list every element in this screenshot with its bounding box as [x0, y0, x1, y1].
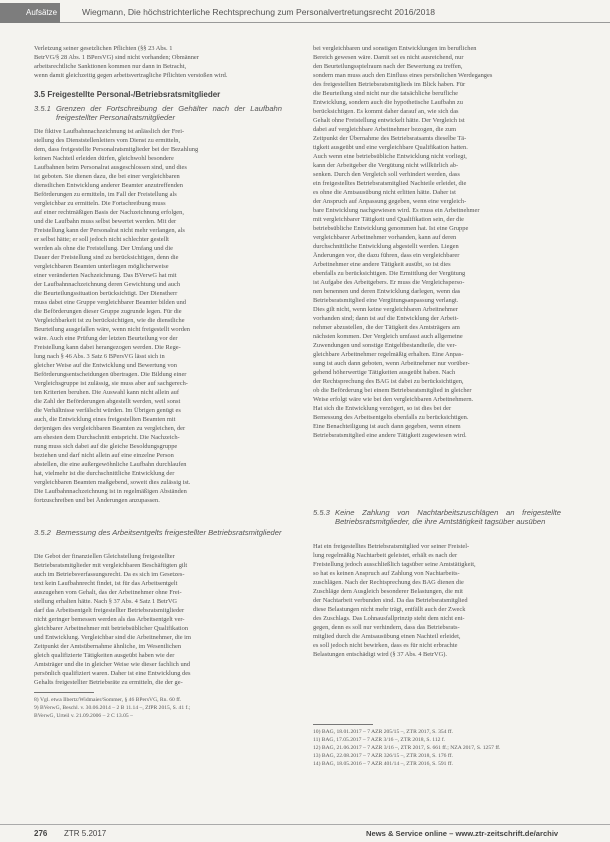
text-line: nicht geringer bemessen werden als das Arbeitsentgelt ver-: [34, 616, 185, 623]
text-line: so hat es keinen Anspruch auf Zahlung von Nachtarbeits-: [313, 570, 460, 577]
text-line: Vergleichbarkeit ist zu berücksichtigen, wie die dienstliche: [34, 317, 185, 324]
footer-rule: [0, 824, 610, 825]
text-line: abstellen, die eine außergewöhnliche Laufbahn durchlaufen: [34, 461, 187, 468]
text-line: Beförderungsentscheidungen übertragen. Die Bildung einer: [34, 371, 187, 378]
footnote-rule: [313, 724, 373, 725]
text-line: am ehesten dem Durchschnitt entspricht. Die Nachzeich-: [34, 434, 180, 441]
page-footer: [0, 824, 610, 842]
text-line: Zeitpunkt der Amtsübernahme ähnliche, im Wesentlichen: [34, 643, 182, 650]
text-line: vergleichbaren Beamten unterliegen möglicherweise: [34, 263, 169, 270]
text-line: nung muss sich dabei auf die gleiche Besoldungsgruppe: [34, 443, 178, 450]
text-line: kann der Arbeitgeber die Vergütung nicht willkürlich ab-: [313, 162, 459, 169]
text-line: text kein Laufbahnrecht findet, ist für das Arbeitsentgelt: [34, 580, 178, 587]
subsection-number: 3.5.1: [34, 104, 51, 113]
text-line: senken. Durch den Vergleich soll verhindert werden, dass: [313, 171, 460, 178]
text-line: stellung des Dienststellenleiters vom Dienst zu ermitteln,: [34, 137, 181, 144]
subsection-title: Bemessung des Arbeitsentgelts freigestellter Betriebsratsmitglieder: [56, 528, 282, 537]
body-paragraph: [34, 127, 284, 505]
text-line: derjenigen des vergleichbaren Beamten zu vergleichen, der: [34, 425, 186, 432]
footnote: 10) BAG, 18.01.2017 – 7 AZR 205/15 –, ZTR 2017, S. 354 ff.: [313, 729, 453, 735]
text-line: Laufbahnen beim Personalrat ausgeschlossen sind, und dies: [34, 164, 187, 171]
text-line: der Rechtsprechung des BAG ist dabei zu berücksichtigen,: [313, 378, 464, 385]
text-line: bare Entwicklung nachgewiesen wird. Es muss ein Arbeitnehmer: [313, 207, 480, 214]
footnote: 9) BVerwG, Beschl. v. 30.06.2014 – 2 B 11.14 –, ZfPR 2015, S. 41 f.;: [34, 705, 191, 711]
text-line: er selbst hätte; er soll jedoch nicht schlechter gestellt: [34, 236, 169, 243]
text-line: ist geboten. Sie dienen dazu, die bei einer vergleichbaren: [34, 173, 180, 180]
text-line: Hat ein freigestelltes Betriebsratsmitglied vor seiner Freistel-: [313, 543, 470, 550]
text-line: einer veränderten Nachzeichnung. Das BVerwG hat mit: [34, 272, 177, 279]
text-line: Eine Benachteiligung ist auch dann gegeben, wenn einem: [313, 423, 461, 430]
text-line: hat, vielmehr ist die durchschnittliche Entwicklung der: [34, 470, 175, 477]
text-line: Zuwendungen und sonstige Entgeltbestandteile, die ver-: [313, 342, 457, 349]
footnote: 11) BAG, 17.05.2017 – 7 AZR 3/16 –, ZTR 2018, S. 112 f.: [313, 737, 446, 743]
text-line: dem, dass freigestellte Personalratsmitglieder bei der Bezahlung: [34, 146, 199, 153]
text-line: auf einer rechtmäßigen Basis der Nachzeichnung erfolgen,: [34, 209, 184, 216]
text-line: die Beförderungen dieser Gruppe zugrunde legen. Für die: [34, 308, 182, 315]
text-line: Zeitpunkt der Übernahme des Betriebsratsamts dieselbe Tä-: [313, 135, 467, 142]
text-line: Die fiktive Laufbahnnachzeichnung ist anlässlich der Frei-: [34, 128, 185, 135]
text-line: gleichbarer Arbeitnehmer mit betriebsüblicher Qualifikation: [34, 625, 189, 632]
text-line: die Zahl der Beförderungen abgestellt werden, weil sonst: [34, 398, 181, 405]
text-line: Betriebsratsmitglieder mit vergleichbaren Beschäftigten gilt: [34, 562, 188, 569]
footnotes: [313, 728, 563, 768]
text-line: lung nach § 46 Abs. 3 Satz 6 BPersVG lässt sich in: [34, 353, 165, 360]
text-line: vergleichbaren Beamten maßgebend, soweit dies zulässig ist.: [34, 479, 191, 486]
text-line: Die Laufbahnnachzeichnung ist in regelmäßigen Abständen: [34, 488, 187, 495]
text-line: Arbeitnehmer eine andere Tätigkeit ausübt, so ist dies: [313, 261, 451, 268]
text-line: tigkeit ausgeübt und eine vergleichbare Qualifikation hatten.: [313, 144, 468, 151]
text-line: die Beurteilung sind nicht nur die tatsächliche berufliche: [313, 90, 458, 97]
page-number: 276: [34, 829, 48, 838]
text-line: auch, die Entwicklung eines freigestellten Beamten mit: [34, 416, 176, 423]
footnote: 8) Vgl. etwa Ilbertz/Widmaier/Sommer, § 46 BPersVG, Rn. 60 ff.: [34, 697, 182, 703]
body-paragraph: [313, 44, 563, 440]
text-line: Beurteilung ausgefallen wäre, wenn nicht freigestellt worden: [34, 326, 190, 333]
text-line: sung ist auch dann geboten, wenn Arbeitnehmer nur vorüber-: [313, 360, 470, 367]
text-line: stellung erhalten hätte. Nach § 37 Abs. 4 Satz 1 BetrVG: [34, 598, 178, 605]
text-line: auch im Betriebsverfassungsrecht. Da es sich im Gesetzes-: [34, 571, 185, 578]
footnote: 13) BAG, 22.08.2017 – 7 AZR 326/15 –, ZTR 2018, S. 176 ff.: [313, 753, 453, 759]
text-line: gehend höherwertige Tätigkeiten ausgeübt haben. Nach: [313, 369, 456, 376]
text-line: persönlich qualifiziert waren. Daher ist eine Entwicklung des: [34, 670, 191, 677]
text-line: wenn damit gleichzeitig gegen arbeitsvertragliche Pflichten verstoßen wird.: [34, 72, 228, 79]
text-line: Freistellung kann der Personalrat nicht mehr verlangen, als: [34, 227, 185, 234]
text-line: nen benennen und deren Entwicklung darlegen, wenn das: [313, 288, 461, 295]
subsection-number: 3.5.2: [34, 528, 51, 537]
text-line: ten Kriterien beruhen. Die Auswahl kann nicht allein auf: [34, 389, 179, 396]
text-line: Dies gilt nicht, wenn keine vergleichbaren Arbeitnehmer: [313, 306, 458, 313]
text-line: mitglied durch die Amtsausübung einen Nachteil erleidet,: [313, 633, 461, 640]
intro-paragraph: [34, 44, 284, 80]
text-line: Auch wenn eine betriebsübliche Entwicklung nicht vorliegt,: [313, 153, 467, 160]
footnote: BVerwG, Urteil v. 21.09.2006 – 2 C 13.05 –: [34, 713, 133, 719]
text-line: betriebsübliche Entwicklung genommen hat. Ist eine Gruppe: [313, 225, 469, 232]
text-line: gleich qualifizierte Tätigkeiten ausgeübt haben wie der: [34, 652, 175, 659]
header-rule: [60, 22, 610, 23]
text-line: wäre. Auch eine Prüfung der letzten Beurteilung vor der: [34, 335, 178, 342]
text-line: die Verhältnisse verfälscht würden. Im Übrigen genügt es: [34, 407, 181, 414]
text-line: nächsten kommen. Der Vergleich umfasst auch allgemeine: [313, 333, 463, 340]
text-line: vergleichbar zu ermitteln. Die Fortschreibung muss: [34, 200, 166, 207]
text-line: lung regelmäßig Nachtarbeit geleistet, erhält es nach der: [313, 552, 458, 559]
body-paragraph: [34, 552, 284, 687]
text-line: Entwicklung, sondern auch die hypothetische Laufbahn zu: [313, 99, 463, 106]
footnotes: [34, 696, 284, 720]
running-header: [0, 0, 610, 28]
text-line: ist Aufgabe des Arbeitgebers. Er muss die Vergleichsperso-: [313, 279, 465, 286]
footnote-rule: [34, 692, 94, 693]
text-line: dabei auf vergleichbare Arbeitnehmer bezogen, die zum: [313, 126, 457, 133]
text-line: gleichbare Arbeitnehmer regelmäßig erhalten. Eine Anpas-: [313, 351, 464, 358]
text-line: und die Laufbahn muss selbst bewertet werden. Mit der: [34, 218, 177, 225]
subsection-number: 5.5.3: [313, 508, 330, 517]
text-line: Bemessung des Arbeitsentgelts ebenfalls zu berücksichtigen.: [313, 414, 469, 421]
text-line: durchschnittliche Entwicklung abgestellt werden. Liegen: [313, 243, 459, 250]
text-line: des Zuschlags. Das Lohnausfallprinzip steht dem nicht ent-: [313, 615, 465, 622]
body-paragraph: [313, 542, 563, 659]
text-line: mit vergleichbarer Tätigkeit und Qualifikation sein, der die: [313, 216, 464, 223]
footnote: 12) BAG, 21.06.2017 – 7 AZR 3/16 –, ZTR 2017, S. 661 ff.; NZA 2017, S. 1257 ff.: [313, 745, 501, 751]
text-line: Hat sich die Entwicklung verzögert, so ist dies bei der: [313, 405, 452, 412]
text-line: Freistellung jedoch ausschließlich tagsüber seine Amtstätigkeit,: [313, 561, 476, 568]
text-line: des freigestellten Betriebsratsmitglieds im Blick haben. Für: [313, 81, 466, 88]
text-line: Betriebsratsmitglied eine Vergütungsanpassung verlangt.: [313, 297, 459, 304]
text-line: der Laufbahnnachzeichnung deren Gewichtung und auch: [34, 281, 181, 288]
footnote: 14) BAG, 18.05.2016 – 7 AZR 401/14 –, ZTR 2016, S. 591 ff.: [313, 761, 453, 767]
text-line: Gehalts freigestellter Betriebsräte zu ermitteln, die der ge-: [34, 679, 183, 686]
text-line: ob die Beförderung bei einem Betriebsratsmitglied in gleicher: [313, 387, 472, 394]
text-line: und Entwicklung. Vergleichbar sind die Arbeitnehmer, die im: [34, 634, 191, 641]
subsection-title: Grenzen der Fortschreibung der Gehälter nach der Laufbahn freigestellter Personalratsmitglieder: [56, 104, 282, 122]
text-line: ein freigestelltes Betriebsratsmitglied Nachteile erleidet, die: [313, 180, 467, 187]
text-line: Verletzung seiner gesetzlichen Pflichten (§§ 23 Abs. 1: [34, 45, 173, 52]
text-line: muss dabei eine Gruppe vergleichbarer Beamter bilden und: [34, 299, 186, 306]
text-line: werden als ohne die Freistellung. Der Umfang und die: [34, 245, 173, 252]
text-line: berücksichtigen. Es kommt daher darauf an, wie sich das: [313, 108, 459, 115]
text-line: Vergleichsgruppe ist zulässig, sie muss aber auf sachgerech-: [34, 380, 188, 387]
text-line: Betriebsratsmitglied eine andere Tätigkeit zugewiesen wird.: [313, 432, 467, 439]
text-line: Gehalt ohne Freistellung entwickelt hätte. Der Vergleich ist: [313, 117, 465, 124]
text-line: Belastungen entschädigt wird (§ 37 Abs. 4 BetrVG).: [313, 651, 448, 658]
text-line: Beförderungen zu ermitteln, im Fall der Freistellung als: [34, 191, 177, 198]
text-line: Weise erfolgt wäre wie bei den vergleichbaren Arbeitnehmern.: [313, 396, 474, 403]
text-line: diese Belastungen nicht mehr trägt, entfällt auch der Zweck: [313, 606, 466, 613]
text-line: Dauer der Freistellung sind zu berücksichtigen, denn die: [34, 254, 179, 261]
text-line: dienstlichen Entwicklung anderer Beamter anzutreffenden: [34, 182, 183, 189]
text-line: es ohne die Amtsausübung nicht erlitten hätte. Daher ist: [313, 189, 456, 196]
text-line: sondern man muss auch den Einfluss eines persönlichen Werdeganges: [313, 72, 493, 79]
text-line: nehmer abzustellen, die der Tätigkeit des Amtsträgers am: [313, 324, 460, 331]
text-line: der Nachtarbeit verbunden sind. Da das Betriebsratsmitglied: [313, 597, 468, 604]
text-line: es soll jedoch nicht bewirken, dass es für nicht erbrachte: [313, 642, 458, 649]
text-line: Änderungen vor, die dazu führen, dass ein vergleichbarer: [313, 252, 460, 259]
text-line: den Beurteilungsspielraum nach der Bewertung zu treffen,: [313, 63, 463, 70]
text-line: die Beurteilungssituation berücksichtigt. Der Dienstherr: [34, 290, 178, 297]
text-line: Zuschläge dem Ausgleich besonderer Belastungen, die mit: [313, 588, 463, 595]
text-line: Die Gebot der finanziellen Gleichstellung freigestellter: [34, 553, 175, 560]
text-line: BetrVG/§ 28 Abs. 1 BPersVG) sind nicht vorhanden; Obmänner: [34, 54, 199, 61]
text-line: bei vergleichbaren und sonstigen Entwicklungen im beruflichen: [313, 45, 477, 52]
text-line: fortzuschreiben und bei Änderungen anzupassen.: [34, 497, 160, 504]
text-line: zuschlägen. Nach der Rechtsprechung des BAG dienen die: [313, 579, 464, 586]
text-line: vergleichbarer Arbeitnehmer vorhanden, kann auf deren: [313, 234, 457, 241]
text-line: Freistellung kann dabei herangezogen werden. Die Rege-: [34, 344, 181, 351]
text-line: Bereich gewesen wäre. Damit sei es nicht ausreichend, nur: [313, 54, 464, 61]
text-line: darf das Arbeitsentgelt freigestellter Betriebsratsmitglieder: [34, 607, 185, 614]
text-line: gegen, denn es soll nur verhindern, dass das Betriebsrats-: [313, 624, 460, 631]
text-line: vorhanden sind; dann ist auf die Entwicklung der Arbeit-: [313, 315, 459, 322]
section-badge: Aufsätze: [0, 3, 60, 23]
subsection-title: Keine Zahlung von Nachtarbeitszuschlägen an freigestellte Betriebsratsmitglieder, die ihre Amtstätigkeit tagsüber ausüben: [335, 508, 561, 526]
text-line: ebenfalls zu berücksichtigen. Die Ermittlung der Vergütung: [313, 270, 466, 277]
text-line: gleicher Weise auf die Entwicklung und Bewertung von: [34, 362, 177, 369]
journal-issue: ZTR 5.2017: [64, 829, 107, 838]
text-line: keinen Nachteil erleiden dürfen, gleichwohl besondere: [34, 155, 174, 162]
running-title: Wiegmann, Die höchstrichterliche Rechtsprechung zum Personalvertretungsrecht 2016/2018: [82, 7, 436, 17]
text-line: arbeitsrechtliche Sanktionen kommen nur dann in Betracht,: [34, 63, 187, 70]
section-heading: 3.5 Freigestellte Personal-/Betriebsratsmitglieder: [34, 90, 221, 99]
text-line: auszugehen vom Gehalt, das der Arbeitnehmer ohne Frei-: [34, 589, 182, 596]
text-line: Amtsträger und die in gleicher Weise wie dieser fachlich und: [34, 661, 191, 668]
text-line: der Anspruch auf Anpassung gegeben, wenn eine vergleich-: [313, 198, 467, 205]
text-line: beziehen und darf nicht allein auf eine einzelne Person: [34, 452, 174, 459]
online-archive-note: News & Service online – www.ztr-zeitschrift.de/archiv: [366, 829, 559, 838]
